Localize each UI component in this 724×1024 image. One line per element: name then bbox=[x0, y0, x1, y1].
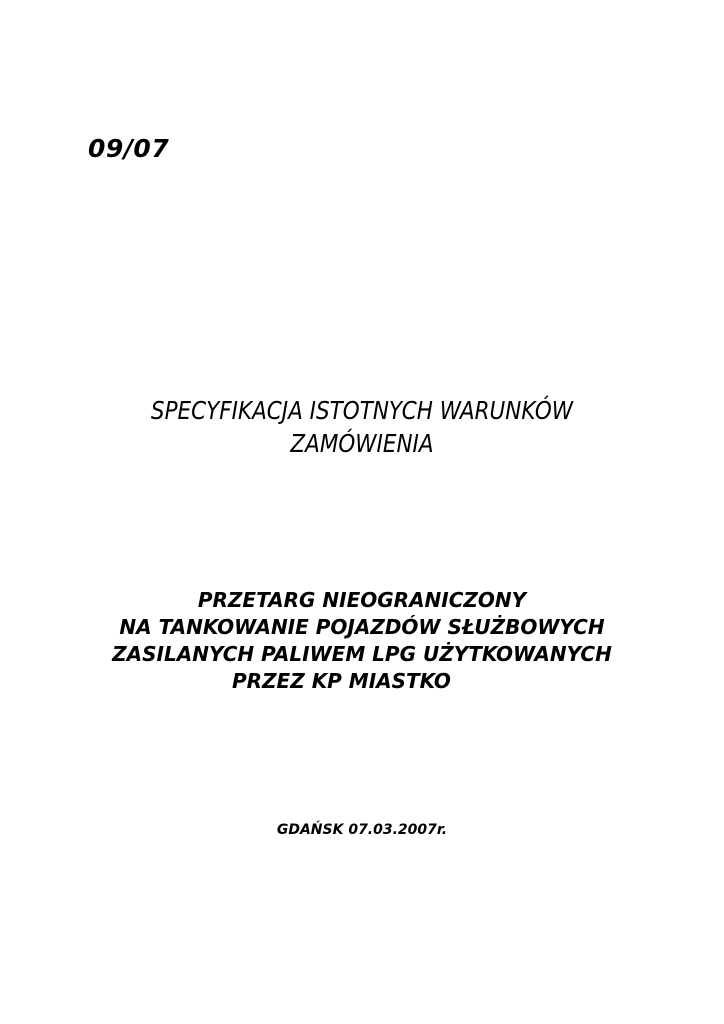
place-and-date: GDAŃSK 07.03.2007r. bbox=[276, 822, 448, 838]
specification-title bbox=[51, 394, 674, 460]
document-number: 09/07 bbox=[88, 134, 170, 163]
tender-line-4: PRZEZ KP MIASTKO bbox=[232, 669, 451, 693]
tender-line-2: NA TANKOWANIE POJAZDÓW SŁUŻBOWYCH bbox=[119, 615, 605, 639]
tender-description bbox=[0, 587, 724, 695]
tender-line-1: PRZETARG NIEOGRANICZONY bbox=[197, 588, 527, 612]
tender-line-3: ZASILANYCH PALIWEM LPG UŻYTKOWANYCH bbox=[112, 642, 612, 666]
specification-title-line-1: SPECYFIKACJA ISTOTNYCH WARUNKÓW bbox=[150, 396, 574, 425]
specification-title-line-2: ZAMÓWIENIA bbox=[290, 429, 434, 458]
